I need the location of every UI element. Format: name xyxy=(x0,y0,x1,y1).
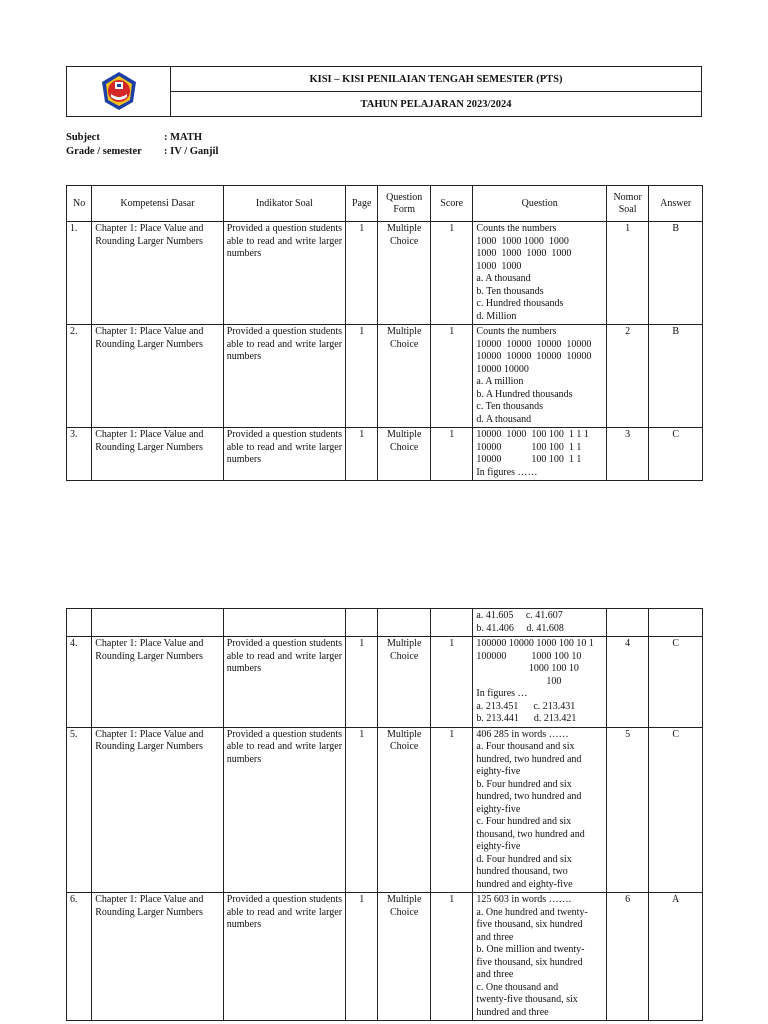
question-form-cell: Multiple Choice xyxy=(378,727,431,893)
question-line: 100000 10000 1000 100 10 1 xyxy=(476,638,594,649)
question-cell xyxy=(473,428,606,481)
subject-label: Subject xyxy=(66,132,100,143)
table-row xyxy=(67,727,703,893)
question-line: b. Four hundred and six xyxy=(476,778,572,790)
indikator-cell: Provided a question students able to read and write larger numbers xyxy=(223,428,345,481)
kompetensi-cell: Chapter 1: Place Value and Rounding Larger Numbers xyxy=(92,893,223,1021)
score-cell: 1 xyxy=(430,637,472,728)
question-form-cell: Multiple Choice xyxy=(378,893,431,1021)
question-line: b. 213.441 d. 213.421 xyxy=(476,713,577,724)
question-line: c. Hundred thousands xyxy=(476,298,564,309)
question-line: twenty-five thousand, six xyxy=(476,994,578,1005)
col-page: Page xyxy=(346,186,378,222)
question-line: hundred and eighty-five xyxy=(476,878,573,890)
col-kompetensi: Kompetensi Dasar xyxy=(92,186,223,222)
question-line: 1000 1000 1000 1000 xyxy=(476,235,569,247)
question-line: b. A Hundred thousands xyxy=(476,388,573,400)
question-line: c. Four hundred and six xyxy=(476,816,572,827)
kompetensi-cell: Chapter 1: Place Value and Rounding Larger Numbers xyxy=(92,325,223,428)
answer-cell: B xyxy=(649,222,703,325)
question-form-cell: Multiple Choice xyxy=(378,325,431,428)
question-line: 125 603 in words ……. xyxy=(476,894,572,905)
col-score: Score xyxy=(430,186,472,222)
page-cell: 1 xyxy=(346,428,378,481)
kompetensi-cell: Chapter 1: Place Value and Rounding Larger Numbers xyxy=(92,727,223,893)
table-row xyxy=(67,325,703,428)
question-line: eighty-five xyxy=(476,766,521,777)
question-line: 10000 1000 100 100 1 1 1 xyxy=(476,429,589,440)
question-cell xyxy=(473,637,606,728)
nomor-soal-cell: 4 xyxy=(606,637,648,728)
answer-cell: A xyxy=(649,893,703,1021)
nomor-soal-cell: 6 xyxy=(606,893,648,1021)
page-cell: 1 xyxy=(346,637,378,728)
question-line: 1000 1000 1000 1000 xyxy=(476,248,572,259)
question-cell xyxy=(473,222,606,325)
question-form-cell: Multiple Choice xyxy=(378,428,431,481)
question-line: d. Four hundred and six xyxy=(476,853,572,865)
col-question-form: Question Form xyxy=(378,186,431,222)
indikator-cell: Provided a question students able to read and write larger numbers xyxy=(223,325,345,428)
question-line: a. Four thousand and six xyxy=(476,741,575,752)
question-form-cell: Multiple Choice xyxy=(378,222,431,325)
indikator-cell: Provided a question students able to read and write larger numbers xyxy=(223,727,345,893)
question-line: eighty-five xyxy=(476,803,521,815)
question-line: 1000 1000 xyxy=(476,260,522,272)
document-subtitle: TAHUN PELAJARAN 2023/2024 xyxy=(360,98,512,110)
continuation-line: a. 41.605 c. 41.607 xyxy=(476,610,563,621)
question-cell xyxy=(473,727,606,893)
question-line: 100 xyxy=(476,675,562,687)
kompetensi-cell: Chapter 1: Place Value and Rounding Larger Numbers xyxy=(92,428,223,481)
kompetensi-cell: Chapter 1: Place Value and Rounding Larger Numbers xyxy=(92,637,223,728)
question-line: and three xyxy=(476,969,514,980)
question-line: 406 285 in words …… xyxy=(476,728,569,740)
nomor-soal-cell: 1 xyxy=(606,222,648,325)
grade-label: Grade / semester xyxy=(66,146,142,157)
row-number: 6. xyxy=(67,893,92,1021)
indikator-cell: Provided a question students able to read and write larger numbers xyxy=(223,637,345,728)
question-line: a. A million xyxy=(476,376,524,387)
logo-cell xyxy=(67,67,171,116)
answer-cell: B xyxy=(649,325,703,428)
kisi-table xyxy=(66,185,703,481)
question-line: and three xyxy=(476,931,514,943)
row-number: 3. xyxy=(67,428,92,481)
row-number: 5. xyxy=(67,727,92,893)
page-cell: 1 xyxy=(346,325,378,428)
grade-value: : IV / Ganjil xyxy=(164,146,219,157)
row-number: 1. xyxy=(67,222,92,325)
question-line: hundred, two hundred and xyxy=(476,753,582,765)
question-line: hundred and three xyxy=(476,1006,549,1018)
kompetensi-cell: Chapter 1: Place Value and Rounding Larger Numbers xyxy=(92,222,223,325)
question-line: b. Ten thousands xyxy=(476,285,544,297)
question-line: d. Million xyxy=(476,310,517,322)
table-row xyxy=(67,637,703,728)
question-line: d. A thousand xyxy=(476,413,532,425)
question-line: a. A thousand xyxy=(476,273,531,284)
row-number: 2. xyxy=(67,325,92,428)
nomor-soal-cell: 3 xyxy=(606,428,648,481)
question-line: b. One million and twenty- xyxy=(476,944,585,955)
question-line: eighty-five xyxy=(476,841,521,852)
table-row xyxy=(67,893,703,1021)
col-no: No xyxy=(67,186,92,222)
question-line: thousand, two hundred and xyxy=(476,828,585,840)
page-cell: 1 xyxy=(346,222,378,325)
question-cell xyxy=(473,893,606,1021)
col-answer: Answer xyxy=(649,186,703,222)
col-question: Question xyxy=(473,186,606,222)
question-line: hundred, two hundred and xyxy=(476,791,582,802)
question-line: five thousand, six hundred xyxy=(476,956,583,968)
subject-info xyxy=(66,131,218,159)
answer-cell: C xyxy=(649,727,703,893)
question-line: 100000 1000 100 10 xyxy=(476,650,582,662)
table-row xyxy=(67,222,703,325)
answer-cell: C xyxy=(649,428,703,481)
nomor-soal-cell: 5 xyxy=(606,727,648,893)
kisi-table-continued xyxy=(66,608,703,1021)
col-nomor-soal: Nomor Soal xyxy=(606,186,648,222)
question-line: In figures …… xyxy=(476,466,538,478)
question-line: 10000 100 100 1 1 xyxy=(476,441,582,453)
question-line: c. One thousand and xyxy=(476,981,559,993)
question-line: five thousand, six hundred xyxy=(476,919,583,930)
nomor-soal-cell: 2 xyxy=(606,325,648,428)
question-line: In figures … xyxy=(476,688,528,699)
continuation-line: b. 41.406 d. 41.608 xyxy=(476,622,564,634)
score-cell: 1 xyxy=(430,727,472,893)
question-line: 10000 10000 10000 10000 xyxy=(476,338,592,350)
subject-value: : MATH xyxy=(164,132,203,143)
answer-cell: C xyxy=(649,637,703,728)
indikator-cell: Provided a question students able to read and write larger numbers xyxy=(223,222,345,325)
question-line: 1000 100 10 xyxy=(476,663,579,674)
question-line: Counts the numbers xyxy=(476,223,557,234)
indikator-cell: Provided a question students able to read and write larger numbers xyxy=(223,893,345,1021)
document-header xyxy=(66,66,702,117)
question-line: c. Ten thousands xyxy=(476,401,544,412)
question-line: 10000 10000 10000 10000 xyxy=(476,351,592,362)
page-cell: 1 xyxy=(346,893,378,1021)
page-cell: 1 xyxy=(346,727,378,893)
question-cell xyxy=(473,325,606,428)
question-line: hundred thousand, two xyxy=(476,866,568,877)
question-form-cell: Multiple Choice xyxy=(378,637,431,728)
table-header-row xyxy=(67,186,703,222)
question-line: a. 213.451 c. 213.431 xyxy=(476,700,576,712)
score-cell: 1 xyxy=(430,428,472,481)
question-line: 10000 100 100 1 1 xyxy=(476,454,582,465)
score-cell: 1 xyxy=(430,325,472,428)
school-emblem-icon xyxy=(98,70,140,112)
table-row-continuation xyxy=(67,609,703,637)
col-indikator: Indikator Soal xyxy=(223,186,345,222)
document-title: KISI – KISI PENILAIAN TENGAH SEMESTER (PTS) xyxy=(171,67,701,92)
score-cell: 1 xyxy=(430,222,472,325)
row-number: 4. xyxy=(67,637,92,728)
question-line: Counts the numbers xyxy=(476,326,557,337)
question-line: 10000 10000 xyxy=(476,363,529,375)
table-row xyxy=(67,428,703,481)
question-line: a. One hundred and twenty- xyxy=(476,906,588,918)
score-cell: 1 xyxy=(430,893,472,1021)
